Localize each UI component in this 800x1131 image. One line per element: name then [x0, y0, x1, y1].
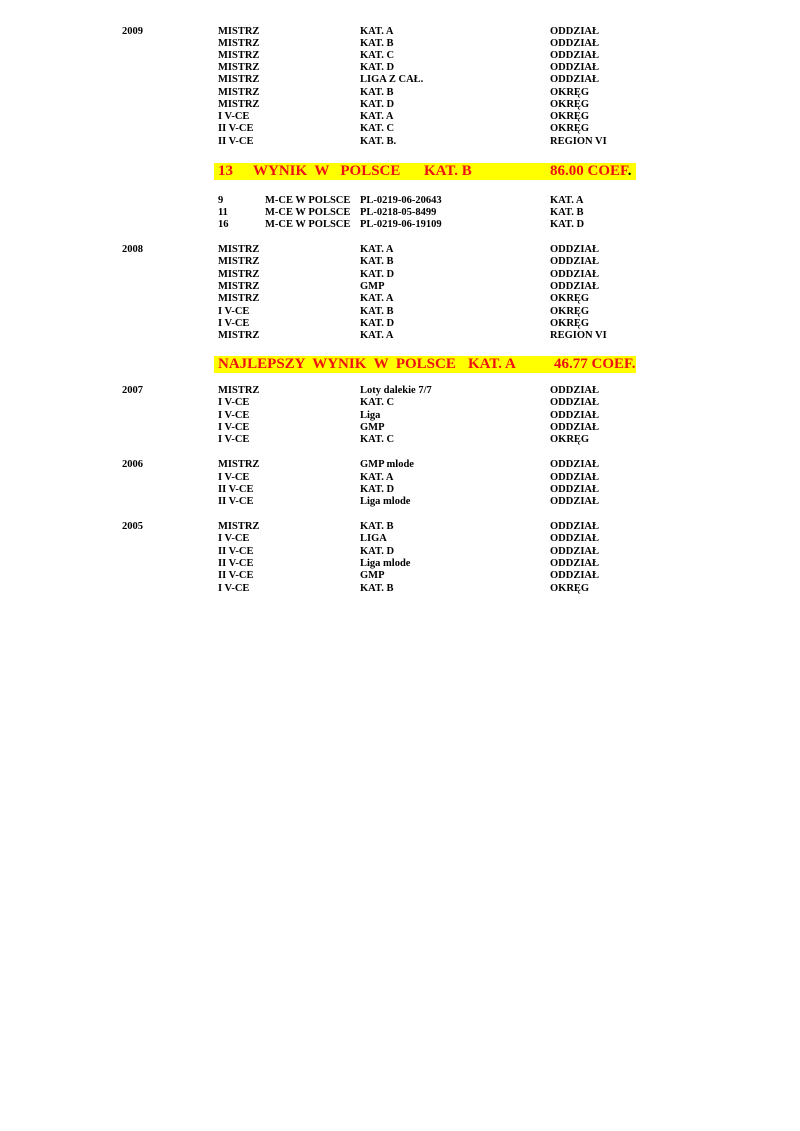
table-row [0, 496, 800, 508]
category-cell: KAT. A [360, 293, 394, 304]
category-cell: KAT. D [360, 318, 395, 329]
category-cell: GMP mlode [360, 459, 414, 470]
table-row [0, 256, 800, 268]
category-cell: KAT. C [360, 50, 395, 61]
title-cell: II V-CE [218, 546, 254, 557]
level-cell: ODDZIAŁ [550, 410, 600, 421]
category-cell: Liga mlode [360, 558, 411, 569]
section-2006-row-0 [0, 459, 800, 471]
table-row [0, 74, 800, 86]
table-row [0, 410, 800, 422]
level-cell: OKRĘG [550, 87, 590, 98]
table-row [0, 422, 800, 434]
title-cell: MISTRZ [218, 293, 260, 304]
national-result-row [0, 207, 800, 219]
title-cell: I V-CE [218, 583, 250, 594]
level-cell: ODDZIAŁ [550, 484, 600, 495]
year-label: 2008 [122, 244, 143, 255]
level-cell: ODDZIAŁ [550, 533, 600, 544]
title-cell: I V-CE [218, 434, 250, 445]
category-cell: KAT. B. [360, 136, 397, 147]
level-cell: REGION VI [550, 330, 607, 341]
table-row [0, 99, 800, 111]
category-cell: KAT. D [360, 546, 395, 557]
level-cell: ODDZIAŁ [550, 422, 600, 433]
category-cell: Loty dalekie 7/7 [360, 385, 432, 396]
year-label: 2009 [122, 26, 143, 37]
title-cell: MISTRZ [218, 521, 260, 532]
category-cell: KAT. C [360, 397, 395, 408]
place-cell: 9 [218, 195, 224, 206]
title-cell: MISTRZ [218, 50, 260, 61]
level-cell: ODDZIAŁ [550, 521, 600, 532]
table-row [0, 397, 800, 409]
title-cell: I V-CE [218, 111, 250, 122]
title-cell: I V-CE [218, 472, 250, 483]
highlight-banner-2008 [214, 356, 636, 373]
title-cell: MISTRZ [218, 74, 260, 85]
title-cell: II V-CE [218, 558, 254, 569]
title-cell: MISTRZ [218, 244, 260, 255]
category-cell: KAT. B [360, 38, 394, 49]
section-2005-row-0 [0, 521, 800, 533]
table-row [0, 269, 800, 281]
level-cell: ODDZIAŁ [550, 496, 600, 507]
place-cell: 16 [218, 219, 229, 230]
banner-dot: . [627, 163, 632, 179]
title-cell: MISTRZ [218, 99, 260, 110]
category-cell: KAT. B [550, 207, 584, 218]
title-cell: II V-CE [218, 136, 254, 147]
banner-text: WYNIK W POLSCE [253, 163, 401, 179]
level-cell: ODDZIAŁ [550, 459, 600, 470]
category-cell: GMP [360, 281, 385, 292]
level-cell: ODDZIAŁ [550, 269, 600, 280]
level-cell: OKRĘG [550, 123, 590, 134]
banner-coefficient [550, 163, 632, 180]
title-cell: II V-CE [218, 484, 254, 495]
category-cell: KAT. A [360, 330, 394, 341]
table-row [0, 123, 800, 135]
title-cell: II V-CE [218, 570, 254, 581]
description-cell: M-CE W POLSCE [265, 195, 351, 206]
title-cell: I V-CE [218, 410, 250, 421]
title-cell: MISTRZ [218, 281, 260, 292]
table-row [0, 38, 800, 50]
category-cell: KAT. B [360, 87, 394, 98]
table-row [0, 306, 800, 318]
table-row [0, 583, 800, 595]
table-row [0, 111, 800, 123]
table-row [0, 50, 800, 62]
title-cell: MISTRZ [218, 87, 260, 98]
title-cell: MISTRZ [218, 330, 260, 341]
category-cell: KAT. C [360, 123, 395, 134]
level-cell: ODDZIAŁ [550, 385, 600, 396]
ring-number-cell: PL-0219-06-20643 [360, 195, 442, 206]
category-cell: LIGA [360, 533, 387, 544]
title-cell: I V-CE [218, 422, 250, 433]
title-cell: MISTRZ [218, 269, 260, 280]
table-row [0, 62, 800, 74]
level-cell: OKRĘG [550, 111, 590, 122]
banner-coefficient: 46.77 COEF. [554, 356, 636, 372]
level-cell: ODDZIAŁ [550, 281, 600, 292]
level-cell: ODDZIAŁ [550, 546, 600, 557]
level-cell: OKRĘG [550, 434, 590, 445]
category-cell: KAT. D [360, 62, 395, 73]
year-label: 2007 [122, 385, 143, 396]
year-label: 2005 [122, 521, 143, 532]
table-row [0, 318, 800, 330]
table-row [0, 484, 800, 496]
category-cell: LIGA Z CAŁ. [360, 74, 424, 85]
category-cell: KAT. A [360, 244, 394, 255]
category-cell: KAT. D [360, 484, 395, 495]
category-cell: KAT. B [360, 583, 394, 594]
table-row [0, 281, 800, 293]
ring-number-cell: PL-0218-05-8499 [360, 207, 437, 218]
level-cell: ODDZIAŁ [550, 62, 600, 73]
category-cell: KAT. A [550, 195, 584, 206]
category-cell: GMP [360, 570, 385, 581]
banner-coefficient-value: 86.00 COEF [550, 163, 628, 179]
level-cell: ODDZIAŁ [550, 472, 600, 483]
section-2008-row-0 [0, 244, 800, 256]
level-cell: ODDZIAŁ [550, 558, 600, 569]
title-cell: II V-CE [218, 496, 254, 507]
category-cell: KAT. D [360, 99, 395, 110]
table-row [0, 293, 800, 305]
title-cell: MISTRZ [218, 256, 260, 267]
level-cell: OKRĘG [550, 583, 590, 594]
level-cell: OKRĘG [550, 293, 590, 304]
table-row [0, 434, 800, 446]
level-cell: ODDZIAŁ [550, 256, 600, 267]
section-2007-row-0 [0, 385, 800, 397]
year-label: 2006 [122, 459, 143, 470]
level-cell: ODDZIAŁ [550, 397, 600, 408]
category-cell: KAT. B [360, 521, 394, 532]
section-2009-row-0 [0, 26, 800, 38]
title-cell: MISTRZ [218, 38, 260, 49]
category-cell: Liga mlode [360, 496, 411, 507]
table-row [0, 330, 800, 342]
table-row [0, 472, 800, 484]
level-cell: OKRĘG [550, 318, 590, 329]
table-row [0, 546, 800, 558]
category-cell: KAT. A [360, 472, 394, 483]
level-cell: ODDZIAŁ [550, 26, 600, 37]
level-cell: ODDZIAŁ [550, 570, 600, 581]
title-cell: MISTRZ [218, 62, 260, 73]
table-row [0, 533, 800, 545]
level-cell: ODDZIAŁ [550, 38, 600, 49]
category-cell: GMP [360, 422, 385, 433]
title-cell: MISTRZ [218, 26, 260, 37]
description-cell: M-CE W POLSCE [265, 207, 351, 218]
category-cell: KAT. D [550, 219, 585, 230]
category-cell: KAT. B [360, 256, 394, 267]
title-cell: II V-CE [218, 123, 254, 134]
category-cell: KAT. A [360, 26, 394, 37]
level-cell: OKRĘG [550, 99, 590, 110]
level-cell: REGION VI [550, 136, 607, 147]
category-cell: KAT. D [360, 269, 395, 280]
category-cell: Liga [360, 410, 381, 421]
title-cell: I V-CE [218, 533, 250, 544]
ring-number-cell: PL-0219-06-19109 [360, 219, 442, 230]
national-result-row [0, 195, 800, 207]
title-cell: I V-CE [218, 306, 250, 317]
banner-rank: 13 [218, 163, 233, 179]
level-cell: OKRĘG [550, 306, 590, 317]
table-row [0, 87, 800, 99]
category-cell: KAT. A [360, 111, 394, 122]
level-cell: ODDZIAŁ [550, 50, 600, 61]
highlight-banner-2009 [214, 163, 636, 180]
banner-text: NAJLEPSZY WYNIK W POLSCE [218, 356, 456, 372]
title-cell: I V-CE [218, 397, 250, 408]
level-cell: ODDZIAŁ [550, 244, 600, 255]
description-cell: M-CE W POLSCE [265, 219, 351, 230]
title-cell: MISTRZ [218, 459, 260, 470]
banner-category: KAT. A [468, 356, 516, 372]
title-cell: I V-CE [218, 318, 250, 329]
table-row [0, 136, 800, 148]
title-cell: MISTRZ [218, 385, 260, 396]
banner-category: KAT. B [424, 163, 472, 179]
place-cell: 11 [218, 207, 228, 218]
table-row [0, 570, 800, 582]
national-result-row [0, 219, 800, 231]
category-cell: KAT. B [360, 306, 394, 317]
category-cell: KAT. C [360, 434, 395, 445]
table-row [0, 558, 800, 570]
level-cell: ODDZIAŁ [550, 74, 600, 85]
